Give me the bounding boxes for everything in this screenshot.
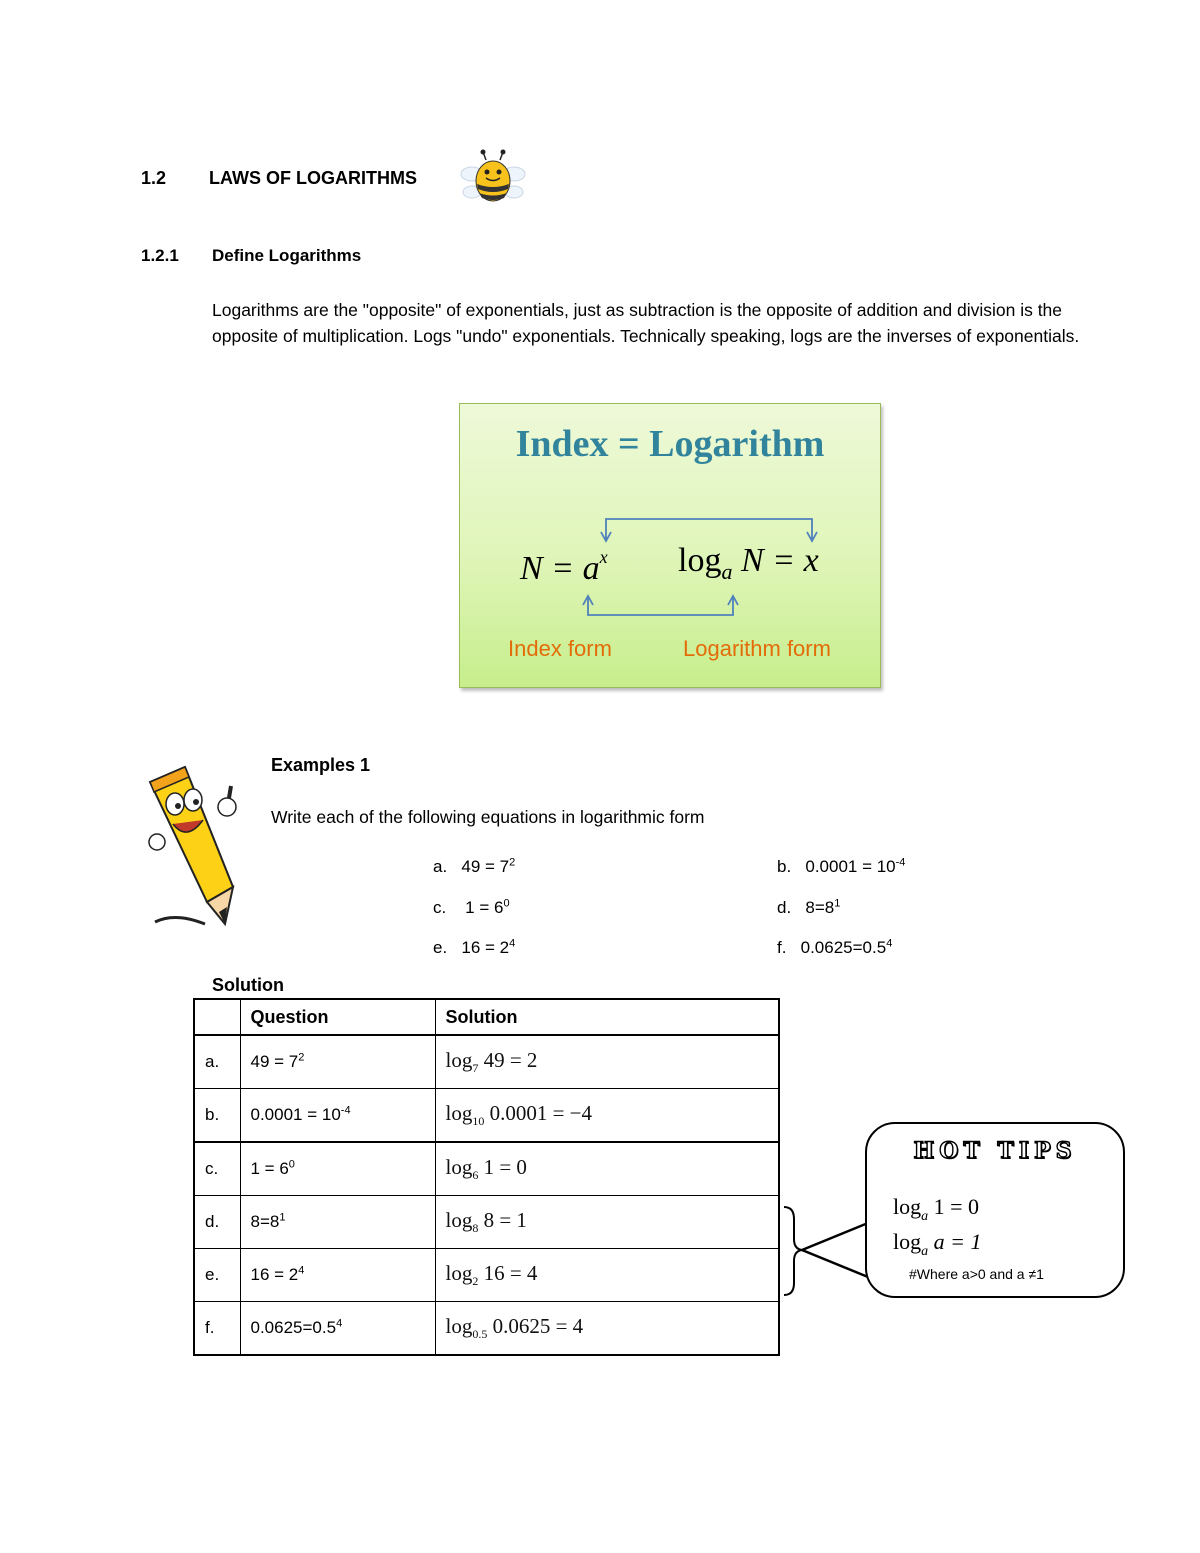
solution-table (193, 998, 780, 1356)
index-form-label: Index form (508, 636, 612, 661)
example-equation: 0.0001 = 10 (805, 857, 896, 876)
log-base: 10 (472, 1114, 485, 1128)
hot-tips-title: HOT TIPS (913, 1138, 1077, 1164)
hot-tip-note: #Where a>0 and a ≠1 (909, 1266, 1044, 1282)
hot-tip-line-2 (893, 1229, 981, 1260)
question-exponent: -4 (340, 1104, 351, 1117)
question-cell (240, 1302, 435, 1356)
log-word: log (445, 1208, 473, 1232)
example-d (777, 898, 840, 918)
question-cell (240, 1249, 435, 1302)
table-row (194, 1249, 779, 1302)
example-label: e. (433, 938, 448, 957)
row-label: f. (194, 1302, 240, 1356)
table-row (194, 1142, 779, 1196)
example-exponent: 0 (503, 897, 510, 910)
log-rest: 1 = 0 (933, 1194, 980, 1219)
question-exponent: 4 (298, 1264, 305, 1277)
example-equation: 16 = 2 (461, 938, 510, 957)
solution-title: Solution (212, 975, 284, 995)
example-exponent: 2 (509, 856, 516, 869)
section-number: 1.2 (141, 168, 167, 188)
example-exponent: -4 (895, 856, 906, 869)
example-e (433, 938, 515, 958)
log-rest: 49 = 2 (483, 1048, 538, 1072)
index-equation-exponent: x (599, 547, 608, 567)
example-exponent: 4 (886, 937, 893, 950)
table-row (194, 1035, 779, 1089)
example-label: b. (777, 857, 792, 876)
log-word: log (445, 1261, 473, 1285)
log-rest: 0.0001 = −4 (489, 1101, 593, 1125)
log-base: 6 (472, 1168, 479, 1182)
example-equation: 8=8 (805, 898, 835, 917)
question-equation: 49 = 7 (250, 1052, 299, 1071)
log-equation-base: a (721, 559, 733, 584)
hot-tips-callout (865, 1122, 1125, 1298)
solution-cell (435, 1035, 779, 1089)
solution-cell (435, 1302, 779, 1356)
table-header-row (194, 999, 779, 1035)
log-word: log (893, 1229, 922, 1254)
log-word: log (678, 542, 722, 579)
question-exponent: 4 (336, 1317, 343, 1330)
log-rest: 16 = 4 (483, 1261, 538, 1285)
question-exponent: 0 (288, 1158, 295, 1171)
log-word: log (445, 1048, 473, 1072)
example-a (433, 857, 515, 877)
log-base: a (921, 1209, 929, 1224)
row-label: c. (194, 1142, 240, 1196)
question-equation: 1 = 6 (250, 1159, 289, 1178)
question-cell (240, 1196, 435, 1249)
hot-tip-line-1 (893, 1194, 979, 1225)
example-c (433, 898, 510, 918)
example-exponent: 1 (834, 897, 841, 910)
log-equation-rest: N = x (740, 542, 819, 579)
example-equation: 49 = 7 (461, 857, 510, 876)
table-row (194, 1302, 779, 1356)
example-label: d. (777, 898, 792, 917)
row-label: b. (194, 1089, 240, 1143)
row-label: d. (194, 1196, 240, 1249)
solution-cell (435, 1196, 779, 1249)
subsection-number: 1.2.1 (141, 246, 179, 265)
solution-cell (435, 1142, 779, 1196)
index-form-equation (520, 547, 608, 588)
question-cell (240, 1089, 435, 1143)
index-box-title: Index = Logarithm (515, 423, 825, 465)
log-form-equation (678, 542, 819, 585)
index-equation-base: N = a (520, 550, 600, 587)
example-b (777, 857, 905, 877)
header-blank (194, 999, 240, 1035)
bee-illustration (458, 148, 528, 208)
solution-cell (435, 1089, 779, 1143)
example-label: f. (777, 938, 787, 957)
question-equation: 16 = 2 (250, 1265, 299, 1284)
example-f (777, 938, 892, 958)
log-word: log (445, 1314, 473, 1338)
log-base: a (921, 1244, 929, 1259)
solution-cell (435, 1249, 779, 1302)
examples-title: Examples 1 (271, 755, 371, 775)
table-row (194, 1089, 779, 1143)
index-logarithm-box (459, 403, 881, 688)
row-label: e. (194, 1249, 240, 1302)
log-rest: 1 = 0 (483, 1155, 527, 1179)
log-word: log (445, 1155, 473, 1179)
section-title: LAWS OF LOGARITHMS (209, 168, 417, 188)
log-base: 8 (472, 1221, 479, 1235)
question-equation: 0.0001 = 10 (250, 1105, 341, 1124)
log-rest: 8 = 1 (483, 1208, 527, 1232)
example-equation: 0.0625=0.5 (800, 938, 887, 957)
logarithm-form-label: Logarithm form (683, 636, 831, 661)
log-base: 2 (472, 1274, 479, 1288)
header-question: Question (240, 999, 435, 1035)
examples-instruction: Write each of the following equations in logarithmic form (271, 807, 705, 827)
header-solution: Solution (435, 999, 779, 1035)
log-word: log (893, 1194, 922, 1219)
log-rest: a = 1 (933, 1229, 982, 1254)
table-row (194, 1196, 779, 1249)
intro-paragraph: Logarithms are the "opposite" of exponentials, just as subtraction is the opposite of addition and division is the opposite of multiplication. Logs "undo" exponentials. Technically speaking, logs are the inverses of exponentials. (212, 300, 1080, 346)
log-base: 0.5 (472, 1327, 488, 1341)
question-cell (240, 1035, 435, 1089)
question-equation: 8=8 (250, 1212, 280, 1231)
example-exponent: 4 (509, 937, 516, 950)
question-cell (240, 1142, 435, 1196)
example-equation: 1 = 6 (465, 898, 504, 917)
log-word: log (445, 1101, 473, 1125)
pencil-mascot-illustration (145, 762, 245, 932)
example-label: a. (433, 857, 448, 876)
example-label: c. (433, 898, 447, 917)
question-exponent: 1 (279, 1211, 286, 1224)
question-equation: 0.0625=0.5 (250, 1318, 337, 1337)
subsection-title: Define Logarithms (212, 246, 362, 265)
question-exponent: 2 (298, 1051, 305, 1064)
log-base: 7 (472, 1061, 479, 1075)
row-label: a. (194, 1035, 240, 1089)
log-rest: 0.0625 = 4 (492, 1314, 584, 1338)
